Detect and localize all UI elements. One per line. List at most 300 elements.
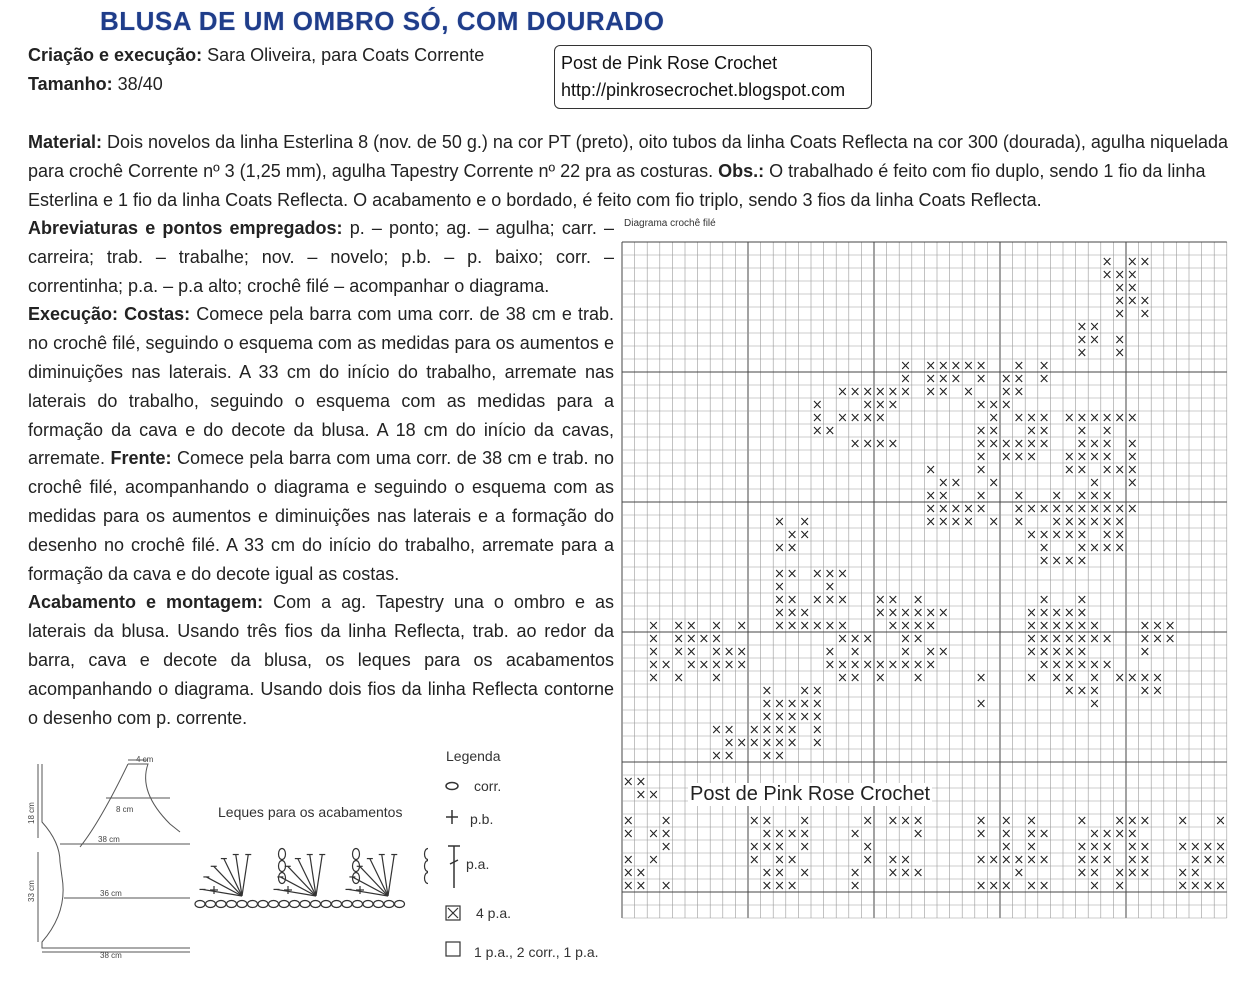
filet-cross: [1091, 830, 1098, 837]
filet-cross: [940, 609, 947, 616]
filet-cross: [675, 648, 682, 655]
filet-cross: [978, 466, 985, 473]
filet-cross: [1091, 622, 1098, 629]
filet-cross: [1028, 843, 1035, 850]
filet-cross: [915, 622, 922, 629]
filet-cross: [1028, 882, 1035, 889]
filet-cross: [814, 726, 821, 733]
filet-cross: [1129, 674, 1136, 681]
filet-cross: [1091, 518, 1098, 525]
filet-cross: [625, 778, 632, 785]
filet-cross: [864, 856, 871, 863]
filet-cross: [650, 791, 657, 798]
filet-cross: [1167, 635, 1174, 642]
filet-cross: [1129, 830, 1136, 837]
filet-cross: [1041, 609, 1048, 616]
filet-cross: [1116, 271, 1123, 278]
filet-cross: [1129, 297, 1136, 304]
filet-cross: [1066, 609, 1073, 616]
filet-cross: [1066, 622, 1073, 629]
filet-cross: [1079, 596, 1086, 603]
filet-cross: [625, 817, 632, 824]
filet-cross: [789, 570, 796, 577]
filet-cross: [625, 856, 632, 863]
filet-cross: [1116, 674, 1123, 681]
filet-cross: [814, 414, 821, 421]
filet-cross: [1129, 479, 1136, 486]
filet-cross: [927, 518, 934, 525]
filet-cross: [1041, 440, 1048, 447]
filet-cross: [1142, 869, 1149, 876]
creation-label: Criação e execução:: [28, 45, 203, 65]
filet-cross: [1041, 596, 1048, 603]
filet-cross: [927, 609, 934, 616]
chain-stitch-vertical: [279, 849, 286, 860]
filet-cross: [1053, 661, 1060, 668]
filet-cross: [1066, 674, 1073, 681]
filet-cross: [890, 596, 897, 603]
filet-cross: [890, 661, 897, 668]
filet-cross: [902, 856, 909, 863]
diagram-title: Diagrama crochê filé: [624, 218, 716, 229]
legend-title: Legenda: [446, 748, 501, 764]
filet-cross: [1091, 414, 1098, 421]
filet-cross: [789, 713, 796, 720]
filet-cross: [764, 739, 771, 746]
filet-cross: [1016, 440, 1023, 447]
pb-symbol-icon: [446, 810, 458, 824]
filet-cross: [978, 882, 985, 889]
filet-cross: [1066, 661, 1073, 668]
filet-cross: [1116, 869, 1123, 876]
filet-cross: [864, 817, 871, 824]
filet-cross: [902, 362, 909, 369]
filet-cross: [839, 388, 846, 395]
filet-cross: [1142, 635, 1149, 642]
filet-cross: [1003, 401, 1010, 408]
filet-cross: [1091, 336, 1098, 343]
filet-cross: [890, 856, 897, 863]
filet-cross: [1028, 505, 1035, 512]
filet-cross: [990, 414, 997, 421]
filet-cross: [1066, 635, 1073, 642]
filet-cross: [776, 609, 783, 616]
schematic-outline-left: [42, 764, 190, 948]
filet-cross: [852, 830, 859, 837]
fan-stitch: [242, 855, 248, 896]
chain-stitch-vertical: [425, 873, 429, 884]
filet-cross: [1217, 843, 1224, 850]
filet-cross: [877, 661, 884, 668]
filet-cross: [927, 622, 934, 629]
filet-cross: [650, 635, 657, 642]
filet-cross: [751, 726, 758, 733]
filet-cross: [1028, 830, 1035, 837]
filet-cross: [1041, 882, 1048, 889]
pb-stitch: [356, 886, 364, 894]
filet-cross: [776, 596, 783, 603]
fan-stitch: [316, 855, 322, 896]
filet-cross: [927, 505, 934, 512]
finishing-label: Acabamento e montagem:: [28, 592, 264, 613]
filet-cross: [1104, 427, 1111, 434]
filet-cross: [1066, 505, 1073, 512]
filet-cross: [1066, 414, 1073, 421]
filet-cross: [1116, 310, 1123, 317]
filet-cross: [1053, 609, 1060, 616]
material-text: Dois novelos da linha Esterlina 8 (nov. de 50 g.) na cor PT (preto), oito tubos da linha Coats Reflecta na cor 300 (dourada), agulha niquelada para crochê Corrente nº 3 (1,25 mm), agulha Tapestry Corrente nº 22 pra as costuras.: [28, 132, 1229, 181]
filet-cross: [864, 414, 871, 421]
filet-cross: [890, 622, 897, 629]
filet-cross: [1016, 375, 1023, 382]
filet-cross: [965, 505, 972, 512]
filet-cross: [1104, 414, 1111, 421]
filet-cross: [751, 817, 758, 824]
filet-cross: [1079, 492, 1086, 499]
filet-cross: [1091, 856, 1098, 863]
filet-cross: [1129, 856, 1136, 863]
filet-cross: [789, 544, 796, 551]
filet-cross: [1053, 674, 1060, 681]
filet-cross: [1129, 505, 1136, 512]
filet-cross: [827, 427, 834, 434]
filet-cross: [978, 700, 985, 707]
filet-cross: [1079, 349, 1086, 356]
filet-cross: [1091, 440, 1098, 447]
filet-cross: [839, 570, 846, 577]
filet-cross: [1066, 648, 1073, 655]
filet-cross: [1041, 544, 1048, 551]
dim-8cm: 8 cm: [116, 805, 134, 814]
filet-cross: [1192, 869, 1199, 876]
filet-cross: [1142, 622, 1149, 629]
filet-cross: [1003, 375, 1010, 382]
filet-cross: [1053, 531, 1060, 538]
filet-cross: [751, 843, 758, 850]
chain-stitch: [227, 901, 237, 908]
filet-cross: [1179, 817, 1186, 824]
legend-four-pa: 4 p.a.: [476, 905, 512, 921]
filet-cross: [1028, 817, 1035, 824]
post-credit-box: [554, 45, 872, 109]
filet-cross: [713, 752, 720, 759]
filet-cross: [738, 648, 745, 655]
chain-stitch: [248, 901, 258, 908]
filet-cross: [852, 648, 859, 655]
filet-cross: [1079, 843, 1086, 850]
filet-cross: [1104, 258, 1111, 265]
filet-cross: [688, 622, 695, 629]
filet-cross: [814, 596, 821, 603]
filet-cross: [789, 700, 796, 707]
filet-cross: [701, 635, 708, 642]
chain-stitch: [332, 901, 342, 908]
filet-cross: [1016, 869, 1023, 876]
filet-cross: [902, 635, 909, 642]
size-value: 38/40: [112, 74, 163, 94]
filet-cross: [776, 622, 783, 629]
filet-cross: [638, 882, 645, 889]
filet-cross: [789, 609, 796, 616]
filet-cross: [1079, 544, 1086, 551]
filet-cross: [1041, 648, 1048, 655]
filet-cross: [726, 739, 733, 746]
filet-cross: [839, 622, 846, 629]
filet-cross: [927, 492, 934, 499]
filet-cross: [978, 505, 985, 512]
filet-cross: [1016, 505, 1023, 512]
size-label: Tamanho:: [28, 74, 113, 94]
filet-cross: [1205, 843, 1212, 850]
filet-cross: [839, 674, 846, 681]
filet-cross: [801, 609, 808, 616]
filet-cross: [801, 869, 808, 876]
filet-cross: [1079, 336, 1086, 343]
filet-cross: [1053, 622, 1060, 629]
filet-cross: [1079, 440, 1086, 447]
filet-cross: [1116, 505, 1123, 512]
filet-cross: [1142, 817, 1149, 824]
filet-cross: [1041, 531, 1048, 538]
filet-cross: [801, 531, 808, 538]
filet-cross: [1129, 258, 1136, 265]
filet-cross: [776, 830, 783, 837]
filet-cross: [713, 726, 720, 733]
filet-cross: [675, 622, 682, 629]
filet-cross: [953, 518, 960, 525]
filet-cross: [827, 622, 834, 629]
instructions-column: [28, 214, 614, 732]
post-credit-url[interactable]: http://pinkrosecrochet.blogspot.com: [561, 80, 846, 100]
filet-cross: [990, 518, 997, 525]
chain-stitch: [321, 901, 331, 908]
filet-cross: [1129, 414, 1136, 421]
filet-cross: [1079, 648, 1086, 655]
filet-cross: [953, 479, 960, 486]
filet-cross: [1116, 349, 1123, 356]
filet-cross: [852, 674, 859, 681]
filet-cross: [915, 596, 922, 603]
filet-cross: [990, 856, 997, 863]
chain-stitch: [237, 901, 247, 908]
filet-cross: [890, 609, 897, 616]
filet-cross: [1003, 388, 1010, 395]
filet-cross: [915, 609, 922, 616]
filet-cross: [915, 661, 922, 668]
filet-cross: [890, 440, 897, 447]
filet-cross: [965, 388, 972, 395]
filet-cross: [1003, 817, 1010, 824]
filet-cross: [915, 817, 922, 824]
obs-label: Obs.:: [718, 160, 765, 181]
filet-cross: [1091, 674, 1098, 681]
material-label: Material:: [28, 132, 103, 152]
filet-cross: [978, 453, 985, 460]
filet-cross: [978, 401, 985, 408]
filet-cross: [1116, 336, 1123, 343]
filet-cross: [814, 427, 821, 434]
legend-pb: p.b.: [470, 811, 494, 827]
filet-cross: [1028, 648, 1035, 655]
filet-cross: [776, 570, 783, 577]
filet-cross: [1142, 687, 1149, 694]
filet-cross: [1129, 453, 1136, 460]
filet-cross: [1003, 453, 1010, 460]
filet-cross: [877, 609, 884, 616]
filet-cross: [1003, 440, 1010, 447]
filet-cross: [1066, 687, 1073, 694]
filet-cross: [839, 414, 846, 421]
filet-cross: [625, 869, 632, 876]
filet-cross: [650, 674, 657, 681]
filet-cross: [764, 687, 771, 694]
filet-cross: [1179, 882, 1186, 889]
filet-cross: [713, 635, 720, 642]
filet-cross: [1028, 453, 1035, 460]
filet-cross: [1079, 856, 1086, 863]
filet-cross: [688, 635, 695, 642]
abbrev-paragraph: [28, 214, 614, 300]
filet-cross: [814, 687, 821, 694]
filet-cross: [1041, 362, 1048, 369]
filet-cross: [1142, 674, 1149, 681]
filet-cross: [789, 726, 796, 733]
filet-cross: [751, 739, 758, 746]
filet-cross: [764, 700, 771, 707]
filet-cross: [789, 856, 796, 863]
pb-stitch: [210, 886, 218, 894]
filet-cross: [789, 830, 796, 837]
filet-cross: [1079, 687, 1086, 694]
chain-stitch: [269, 901, 279, 908]
filet-cross: [1028, 414, 1035, 421]
filet-cross: [663, 661, 670, 668]
filet-cross: [1217, 817, 1224, 824]
filet-cross: [1041, 375, 1048, 382]
filet-cross: [1028, 856, 1035, 863]
filet-cross: [764, 713, 771, 720]
filet-cross: [675, 674, 682, 681]
material-paragraph: [28, 128, 1246, 214]
filet-cross: [650, 648, 657, 655]
pb-stitch: [284, 886, 292, 894]
filet-cross: [1066, 466, 1073, 473]
filet-cross: [776, 700, 783, 707]
filet-cross: [890, 869, 897, 876]
filet-cross: [789, 622, 796, 629]
finishing-text: Com a ag. Tapestry una o ombro e as laterais da blusa. Usando três fios da linha Reflecta, trab. ao redor da barra, cava e decote da blusa, os leques para os acabamentos acompanhando o diagrama. Usando dois fios da linha Reflecta contorne o desenho com p. corrente.: [28, 592, 615, 728]
filet-cross: [801, 713, 808, 720]
filet-cross: [789, 531, 796, 538]
filet-cross: [1079, 466, 1086, 473]
filet-cross: [1179, 843, 1186, 850]
legend-open-square: 1 p.a., 2 corr., 1 p.a.: [474, 944, 599, 960]
filet-cross: [978, 375, 985, 382]
filet-cross: [1016, 492, 1023, 499]
dim-4cm: 4 cm: [136, 755, 154, 764]
filet-cross: [1079, 817, 1086, 824]
filet-cross: [1091, 479, 1098, 486]
dim-38cm-bottom: 38 cm: [100, 951, 122, 960]
filet-cross: [1028, 635, 1035, 642]
filet-cross: [1142, 856, 1149, 863]
finishing-paragraph: [28, 588, 614, 732]
pa-symbol-icon: [448, 846, 460, 888]
filet-cross: [927, 362, 934, 369]
filet-cross: [1003, 856, 1010, 863]
filet-cross: [940, 492, 947, 499]
filet-cross: [663, 817, 670, 824]
filet-cross: [1104, 544, 1111, 551]
filet-cross: [1066, 453, 1073, 460]
filet-cross: [978, 830, 985, 837]
filet-cross: [990, 440, 997, 447]
filet-cross: [1003, 882, 1010, 889]
filet-cross: [839, 596, 846, 603]
filet-cross: [1142, 258, 1149, 265]
filet-cross: [1192, 856, 1199, 863]
filet-cross: [915, 635, 922, 642]
chain-stitch: [353, 901, 363, 908]
filet-cross: [827, 583, 834, 590]
abbrev-label: Abreviaturas e pontos empregados:: [28, 218, 343, 238]
filet-cross: [1104, 661, 1111, 668]
filet-cross: [978, 362, 985, 369]
filet-cross: [1079, 518, 1086, 525]
filet-cross: [902, 622, 909, 629]
filet-cross: [978, 817, 985, 824]
filet-cross: [902, 375, 909, 382]
filet-cross: [1142, 297, 1149, 304]
filet-cross: [1028, 440, 1035, 447]
filet-cross: [1104, 271, 1111, 278]
filet-cross: [1041, 505, 1048, 512]
chain-stitch-vertical: [279, 861, 286, 872]
filet-cross: [927, 388, 934, 395]
execution-paragraph: [28, 300, 614, 588]
filet-cross: [852, 661, 859, 668]
filet-cross: [650, 856, 657, 863]
filet-cross: [1217, 882, 1224, 889]
filet-cross: [1091, 323, 1098, 330]
filet-cross: [1016, 414, 1023, 421]
filet-cross: [965, 362, 972, 369]
filet-cross: [789, 882, 796, 889]
filet-cross: [839, 661, 846, 668]
filet-cross: [726, 752, 733, 759]
filet-cross: [1079, 609, 1086, 616]
filet-cross: [852, 869, 859, 876]
filet-cross: [1104, 492, 1111, 499]
filet-cross: [1104, 440, 1111, 447]
filet-cross: [713, 648, 720, 655]
filet-cross: [864, 388, 871, 395]
chain-stitch: [195, 901, 205, 908]
filet-cross: [1041, 557, 1048, 564]
filet-cross: [814, 700, 821, 707]
filet-cross: [1104, 466, 1111, 473]
filet-cross: [1028, 427, 1035, 434]
filet-cross: [1053, 635, 1060, 642]
filet-cross: [877, 414, 884, 421]
filet-cross: [1116, 817, 1123, 824]
filet-cross: [940, 479, 947, 486]
filet-cross: [827, 661, 834, 668]
filet-cross: [776, 713, 783, 720]
filet-cross: [940, 518, 947, 525]
filet-diagram: [620, 240, 1250, 920]
filet-cross: [1116, 414, 1123, 421]
